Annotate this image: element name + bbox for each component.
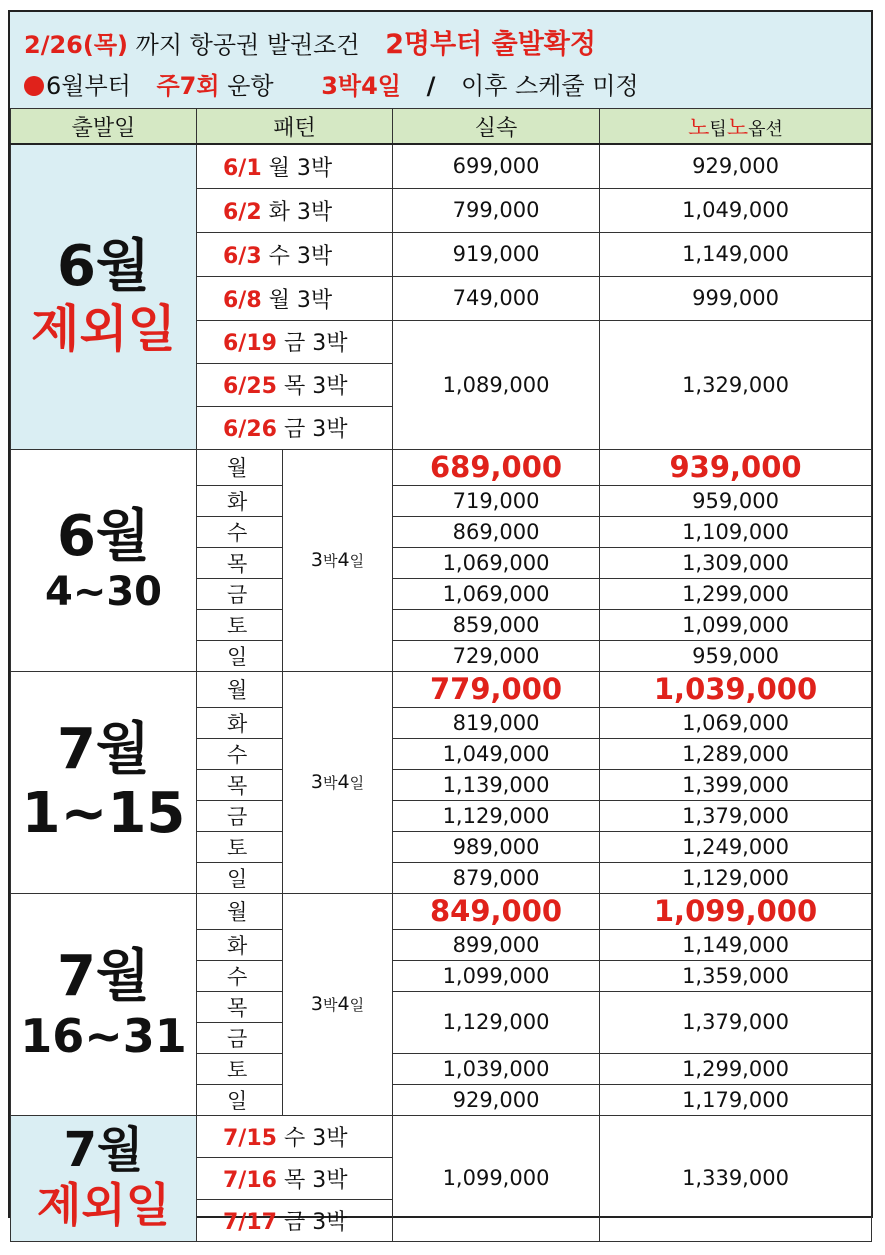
table-row: 6/25 목 3박 — [11, 363, 872, 406]
table-row: 토 859,000 1,099,000 — [11, 609, 872, 640]
weekly-frequency: 주7회 — [156, 72, 220, 100]
table-row: 7월 제외일 7/15 수 3박 1,099,000 1,339,000 — [11, 1115, 872, 1157]
departure-confirm-text: 2명부터 출발확정 — [385, 29, 596, 60]
table-row: 6/2 화 3박 799,000 1,049,000 — [11, 188, 872, 232]
table-row: 일 929,000 1,179,000 — [11, 1084, 872, 1115]
header-no-tip-no-option: 노팁노옵션 — [600, 109, 872, 145]
price-sheet — [8, 10, 873, 1235]
table-row: 금 1,069,000 1,299,000 — [11, 578, 872, 609]
table-row: 금 — [11, 1022, 872, 1053]
july-first-half-label: 7월 1~15 — [11, 671, 197, 893]
operation-text: 운항 — [227, 72, 274, 100]
table-row: 수 1,099,000 1,359,000 — [11, 960, 872, 991]
trip-duration: 3박4일 — [321, 72, 401, 100]
table-row: 7월 16~31 월 3박4일 849,000 1,099,000 — [11, 893, 872, 929]
ticketing-deadline: 2/26(목) — [24, 31, 128, 59]
july-first-half-pattern: 3박4일 — [283, 671, 393, 893]
june-excluded-label: 6월 제외일 — [11, 144, 197, 449]
june-period-label: 6월 4~30 — [11, 449, 197, 671]
table-row: 금 1,129,000 1,379,000 — [11, 800, 872, 831]
table-row: 화 819,000 1,069,000 — [11, 707, 872, 738]
table-row: 화 899,000 1,149,000 — [11, 929, 872, 960]
header-actual: 실속 — [393, 109, 600, 145]
table-row: 7/16 목 3박 — [11, 1157, 872, 1199]
table-row: 6/26 금 3박 — [11, 406, 872, 449]
notice-line-1 — [24, 22, 596, 61]
table-row: 6/3 수 3박 919,000 1,149,000 — [11, 232, 872, 276]
july-second-half-label: 7월 16~31 — [11, 893, 197, 1115]
header-pattern: 패턴 — [197, 109, 393, 145]
schedule-tbd-text: 이후 스케줄 미정 — [461, 72, 639, 100]
table-row: 6월 4~30 월 3박4일 689,000 939,000 — [11, 449, 872, 485]
table-row: 화 719,000 959,000 — [11, 485, 872, 516]
notice-banner — [10, 12, 871, 110]
header-departure: 출발일 — [11, 109, 197, 145]
table-row: 토 1,039,000 1,299,000 — [11, 1053, 872, 1084]
table-row: 7월 1~15 월 3박4일 779,000 1,039,000 — [11, 671, 872, 707]
table-row: 목 1,129,000 1,379,000 — [11, 991, 872, 1022]
june-pattern: 3박4일 — [283, 449, 393, 671]
start-month-text: 6월부터 — [46, 72, 131, 100]
ticketing-condition-text: 까지 항공권 발권조건 — [135, 31, 360, 59]
table-row: 일 879,000 1,129,000 — [11, 862, 872, 893]
table-row: 6/8 월 3박 749,000 999,000 — [11, 276, 872, 320]
table-row: 6월 제외일 6/1 월 3박 699,000 929,000 — [11, 144, 872, 188]
red-bullet-icon — [24, 76, 44, 96]
table-row: 6/19 금 3박 1,089,000 1,329,000 — [11, 320, 872, 363]
slash-separator: / — [426, 72, 436, 100]
notice-line-2 — [24, 66, 639, 101]
table-header-row — [11, 109, 872, 145]
table-row: 7/17 금 3박 — [11, 1199, 872, 1241]
table-row: 목 1,139,000 1,399,000 — [11, 769, 872, 800]
table-row: 목 1,069,000 1,309,000 — [11, 547, 872, 578]
table-row: 수 1,049,000 1,289,000 — [11, 738, 872, 769]
table-row: 토 989,000 1,249,000 — [11, 831, 872, 862]
table-row: 수 869,000 1,109,000 — [11, 516, 872, 547]
price-table — [10, 108, 872, 1242]
july-excluded-label: 7월 제외일 — [11, 1115, 197, 1241]
table-row: 일 729,000 959,000 — [11, 640, 872, 671]
july-second-half-pattern: 3박4일 — [283, 893, 393, 1115]
